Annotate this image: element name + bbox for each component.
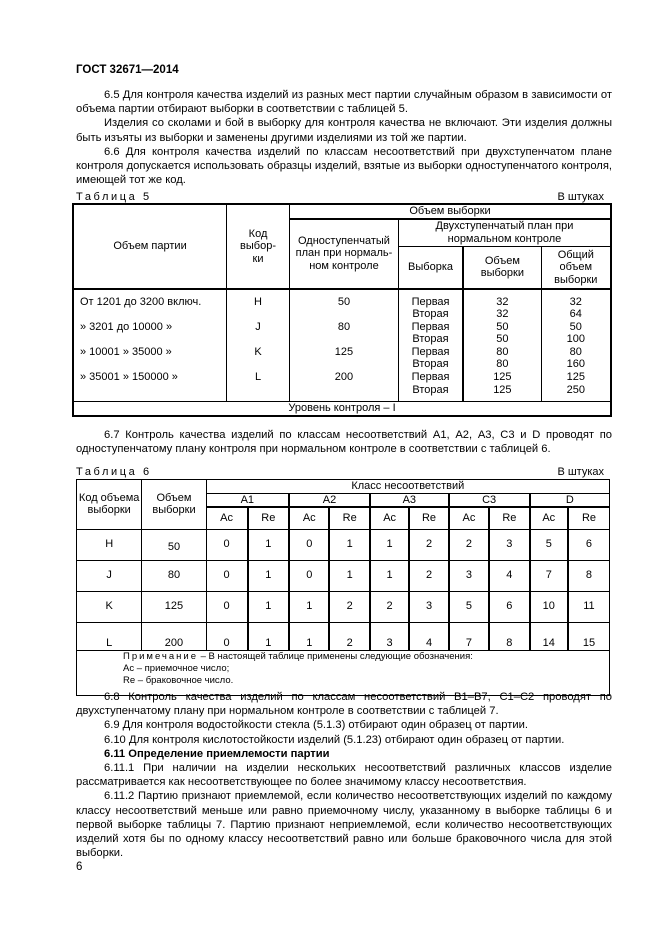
- volume-cell: 50: [142, 529, 206, 560]
- paragraph-6-11-1: 6.11.1 При наличии на изделии нескольких несоответствий различных классов изделие рассматривается как несоответствующее по более значимому классу несоответствия.: [76, 762, 612, 789]
- table5-caption: Таблица 5: [76, 191, 152, 203]
- th-class-a2: A2: [289, 493, 370, 507]
- re-value-cell: 1: [248, 591, 289, 622]
- total-volume-cell: 80: [569, 345, 582, 358]
- col-code: [227, 289, 290, 402]
- sample-cell: Первая: [411, 320, 450, 333]
- ac-value-cell: 3: [449, 560, 489, 591]
- sample-volume-cell: 50: [496, 320, 509, 333]
- ac-value-cell: 1: [370, 529, 409, 560]
- lot-size-cell: » 3201 до 10000 »: [80, 320, 173, 333]
- th-ac: Ac: [449, 507, 489, 529]
- th-ac: Ac: [289, 507, 329, 529]
- table6-note: [77, 650, 610, 695]
- table6-caption: Таблица 6: [76, 466, 152, 478]
- sample-volume-cell: 125: [493, 383, 512, 396]
- th-re: Re: [568, 507, 610, 529]
- ac-value-cell: 14: [530, 622, 568, 650]
- col-volume: [463, 289, 541, 402]
- col-single: [290, 289, 399, 402]
- paragraph-6-10: 6.10 Для контроля кислотостойкости изделий (5.1.23) отбирают один образец от партии.: [104, 733, 565, 746]
- code-cell: J: [255, 320, 261, 333]
- table6-units: В штуках: [557, 466, 604, 478]
- re-value-cell: 1: [248, 560, 289, 591]
- sample-cell: Вторая: [412, 383, 449, 396]
- single-plan-cell: 200: [334, 371, 354, 384]
- ac-value-cell: 5: [530, 529, 568, 560]
- ac-value-cell: 0: [206, 529, 247, 560]
- lot-size-cell: » 35001 » 150000 »: [80, 371, 178, 384]
- ac-value-cell: 10: [530, 591, 568, 622]
- note-ac: Ac – приемочное число;: [123, 662, 230, 674]
- volume-cell: 200: [142, 622, 206, 650]
- paragraph-6-5: 6.5 Для контроля качества изделий из разных мест партии случайным образом в зависимости от объема партии отбирают выборки в соответствии с таблицей 5.: [76, 89, 612, 116]
- paragraph-6-9: 6.9 Для контроля водостойкости стекла (5.1.3) отбирают один образец от партии.: [104, 719, 528, 732]
- th-sample: Выборка: [398, 247, 463, 289]
- paragraph-6-5-defects: Изделия со сколами и бой в выборку для контроля качества не включают. Эти изделия должны быть изъяты из выборки и заменены другими изделиями из той же партии.: [76, 117, 612, 144]
- re-value-cell: 2: [329, 591, 369, 622]
- ac-value-cell: 1: [289, 591, 329, 622]
- intro-section: [76, 88, 612, 187]
- sample-cell: Первая: [411, 345, 450, 358]
- re-value-cell: 1: [248, 529, 289, 560]
- th-volume: Объем выборки: [142, 480, 206, 530]
- table-row: [77, 591, 610, 622]
- single-plan-cell: 80: [337, 320, 351, 333]
- sample-volume-cell: 125: [493, 371, 512, 384]
- total-volume-cell: 125: [566, 371, 585, 384]
- th-re: Re: [329, 507, 369, 529]
- total-volume-cell: 100: [566, 333, 585, 346]
- section-6-11-heading: 6.11 Определение приемлемости партии: [104, 747, 330, 760]
- th-class: Класс несоответствий: [206, 480, 609, 494]
- code-cell: L: [77, 622, 142, 650]
- table-row: [77, 529, 610, 560]
- outro-section: [76, 690, 612, 860]
- total-volume-cell: 250: [566, 383, 585, 396]
- lot-size-cell: От 1201 до 3200 включ.: [80, 295, 202, 308]
- paragraph-6-7: 6.7 Контроль качества изделий по классам несоответствий А1, А2, А3, С3 и D проводят по одноступенчатому плану контроля при нормальном контроле в соответствии с таблицей 6.: [76, 429, 612, 456]
- re-value-cell: 11: [568, 591, 610, 622]
- th-class-c3: C3: [449, 493, 530, 507]
- col-sample: [398, 289, 463, 402]
- th-sample-size: Объем выборки: [290, 204, 611, 219]
- ac-value-cell: 1: [289, 622, 329, 650]
- table-5: [72, 203, 612, 417]
- re-value-cell: 1: [329, 560, 369, 591]
- table5-caption-row: [76, 191, 612, 203]
- re-value-cell: 3: [409, 591, 448, 622]
- single-plan-cell: 125: [334, 345, 354, 358]
- note-re: Re – браковочное число.: [123, 674, 234, 686]
- table-row: [77, 622, 610, 650]
- th-code: Код выбор-ки: [227, 204, 290, 289]
- sample-volume-cell: 80: [496, 345, 509, 358]
- sample-volume-cell: 32: [496, 308, 509, 321]
- paragraph-6-8: 6.8 Контроль качества изделий по классам несоответствий В1–В7, С1–С2 проводят по двухступенчатому плану при нормальном контроле в соответствии с таблицей 7.: [76, 691, 612, 718]
- th-lot-size: Объем партии: [73, 204, 227, 289]
- th-re: Re: [248, 507, 289, 529]
- col-total: [541, 289, 611, 402]
- document-header: ГОСТ 32671—2014: [76, 64, 179, 76]
- th-class-a1: A1: [206, 493, 289, 507]
- re-value-cell: 1: [248, 622, 289, 650]
- re-value-cell: 4: [409, 622, 448, 650]
- table6-body: [77, 529, 610, 650]
- re-value-cell: 6: [489, 591, 529, 622]
- ac-value-cell: 5: [449, 591, 489, 622]
- re-value-cell: 2: [409, 560, 448, 591]
- th-class-d: D: [530, 493, 610, 507]
- note-text: – В настоящей таблице применены следующие обозначения:: [198, 650, 473, 662]
- ac-value-cell: 1: [370, 560, 409, 591]
- th-class-a3: A3: [370, 493, 449, 507]
- ac-value-cell: 0: [206, 622, 247, 650]
- volume-cell: 80: [142, 560, 206, 591]
- sample-cell: Первая: [411, 371, 450, 384]
- table6-caption-row: [76, 466, 612, 478]
- ac-value-cell: 7: [530, 560, 568, 591]
- th-ac: Ac: [206, 507, 247, 529]
- re-value-cell: 8: [489, 622, 529, 650]
- ac-value-cell: 0: [289, 529, 329, 560]
- re-value-cell: 1: [329, 529, 369, 560]
- th-ac: Ac: [530, 507, 568, 529]
- paragraph-6-7-block: [76, 428, 612, 456]
- sample-volume-cell: 50: [496, 333, 509, 346]
- code-cell: H: [254, 295, 262, 308]
- re-value-cell: 2: [329, 622, 369, 650]
- table5-body: [73, 289, 611, 402]
- ac-value-cell: 2: [449, 529, 489, 560]
- table5-units: В штуках: [557, 191, 604, 203]
- sample-cell: Первая: [411, 295, 450, 308]
- ac-value-cell: 2: [370, 591, 409, 622]
- sample-volume-cell: 80: [496, 358, 509, 371]
- total-volume-cell: 160: [566, 358, 585, 371]
- lot-size-cell: » 10001 » 35000 »: [80, 345, 172, 358]
- total-volume-cell: 64: [569, 308, 582, 321]
- page-number: 6: [76, 861, 83, 873]
- code-cell: K: [77, 591, 142, 622]
- th-single-plan: Одноступенчатый план при нормаль-ном контроле: [290, 219, 399, 289]
- re-value-cell: 3: [489, 529, 529, 560]
- sample-cell: Вторая: [412, 308, 449, 321]
- code-cell: K: [254, 345, 262, 358]
- volume-cell: 125: [142, 591, 206, 622]
- th-total-volume: Общий объем выборки: [541, 247, 611, 289]
- ac-value-cell: 0: [206, 560, 247, 591]
- ac-value-cell: 3: [370, 622, 409, 650]
- sample-cell: Вторая: [412, 358, 449, 371]
- table5-footer: Уровень контроля – I: [73, 402, 611, 416]
- table-row: [77, 560, 610, 591]
- sample-cell: Вторая: [412, 333, 449, 346]
- note-label: Примечание: [123, 650, 198, 662]
- total-volume-cell: 32: [569, 295, 582, 308]
- re-value-cell: 15: [568, 622, 610, 650]
- paragraph-6-6: 6.6 Для контроля качества изделий по классам несоответствий при двухступенчатом плане контроля допускается использовать образцы изделий, взятые из выборки одноступенчатого контроля, имеющей тот же код.: [76, 145, 612, 187]
- sample-volume-cell: 32: [496, 295, 509, 308]
- single-plan-cell: 50: [337, 295, 351, 308]
- th-re: Re: [489, 507, 529, 529]
- table-6: [76, 479, 610, 696]
- th-code: Код объема выборки: [77, 480, 142, 530]
- th-sample-volume: Объем выборки: [463, 247, 541, 289]
- col-lot: [73, 289, 227, 402]
- re-value-cell: 4: [489, 560, 529, 591]
- th-ac: Ac: [370, 507, 409, 529]
- ac-value-cell: 7: [449, 622, 489, 650]
- ac-value-cell: 0: [289, 560, 329, 591]
- th-re: Re: [409, 507, 448, 529]
- ac-value-cell: 0: [206, 591, 247, 622]
- th-double-plan: Двухступенчатый план при нормальном контроле: [398, 219, 611, 247]
- paragraph-6-11-2: 6.11.2 Партию признают приемлемой, если количество несоответствующих изделий по каждому классу несоответствий меньше или равно приемочному числу, указанному в выборке таблицы 6 и первой выборке таблицы 7. Партию признают неприемлемой, если количество несоответствующих изделий хотя бы по одному классу несоответствий равно или больше браковочного числа для этой выборки.: [76, 790, 612, 860]
- code-cell: H: [77, 529, 142, 560]
- re-value-cell: 6: [568, 529, 610, 560]
- re-value-cell: 8: [568, 560, 610, 591]
- code-cell: L: [254, 371, 262, 384]
- re-value-cell: 2: [409, 529, 448, 560]
- code-cell: J: [77, 560, 142, 591]
- total-volume-cell: 50: [569, 320, 582, 333]
